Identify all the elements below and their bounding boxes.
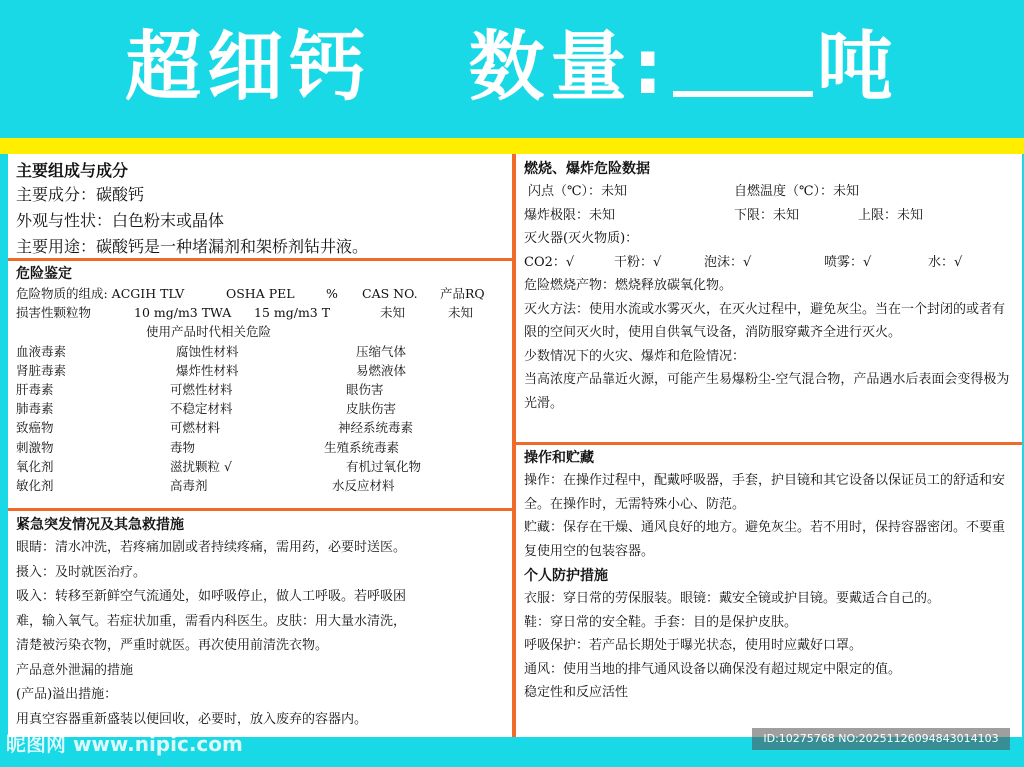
emergency-line: 清楚被污染衣物，严重时就医。再次使用前清洗衣物。 <box>16 638 329 653</box>
fire-heading: 燃烧、爆炸危险数据 <box>524 161 650 177</box>
emergency-section <box>8 514 512 732</box>
title-unit: 吨 <box>816 22 899 111</box>
hazard-cell: 10 mg/m3 TWA <box>134 305 232 321</box>
hazard-cell: 危险物质的组成: ACGIH TLV <box>16 286 185 301</box>
emergency-heading: 紧急突发情况及其急救措施 <box>16 517 184 533</box>
hazard-cell: 爆炸性材料 <box>176 362 239 378</box>
agent-powder: 干粉：√ <box>614 254 662 270</box>
protection-line: 通风：使用当地的排气通风设备以确保没有超过规定中限定的值。 <box>524 661 902 677</box>
upper-limit: 上限：未知 <box>858 207 924 223</box>
composition-line: 外观与性状：白色粉末或晶体 <box>16 211 225 230</box>
hazard-grid-row <box>16 476 504 495</box>
protection-line: 稳定性和反应活性 <box>524 685 629 700</box>
hazard-cell: OSHA PEL <box>226 286 295 301</box>
combustion-products: 危险燃烧产物：燃烧释放碳氧化物。 <box>524 278 733 293</box>
agent-co2: CO2：√ <box>524 254 575 270</box>
extinguisher-label: 灭火器(灭火物质)： <box>524 231 639 246</box>
site-watermark: 昵图网 www.nipic.com <box>6 732 243 756</box>
left-column <box>8 154 512 737</box>
emergency-line: (产品)溢出措施： <box>16 687 118 702</box>
hazard-grid-row <box>16 418 504 437</box>
hazard-cell: 压缩气体 <box>356 343 407 359</box>
hazard-cell: 氧化剂 <box>16 458 54 474</box>
storage-section <box>516 447 1022 705</box>
hazard-cell: 肝毒素 <box>16 381 54 397</box>
extinguisher-agents <box>524 251 1014 275</box>
hazard-cell: 滋扰颗粒 √ <box>170 458 232 474</box>
hazard-header-row <box>16 284 504 303</box>
lower-limit: 下限：未知 <box>734 207 800 223</box>
hazard-cell: 产品RQ <box>440 286 485 301</box>
flash-point: 闪点（℃）：未知 <box>528 184 628 199</box>
hazard-cell: 未知 <box>448 305 474 321</box>
title-quantity-label: 数量: <box>468 22 669 111</box>
hazard-grid-row <box>16 342 504 361</box>
hazard-cell: 神经系统毒素 <box>338 420 414 436</box>
hazard-grid-row <box>16 361 504 380</box>
hazard-cell: 毒物 <box>170 439 196 455</box>
hazard-section <box>8 264 512 495</box>
emergency-line: 难，输入氧气。若症状加重，需看内科医生。皮肤：用大量水清洗， <box>16 613 407 629</box>
hazard-cell: 易燃液体 <box>356 362 407 378</box>
hazard-cell: 眼伤害 <box>346 381 384 397</box>
section-divider <box>8 508 512 511</box>
emergency-line: 用真空容器重新盛装以便回收，必要时，放入废弃的容器内。 <box>16 711 368 727</box>
hazard-cell: 有机过氧化物 <box>346 458 422 474</box>
hazard-grid-row <box>16 438 504 457</box>
agent-foam: 泡沫：√ <box>704 254 752 270</box>
hazard-heading: 危险鉴定 <box>16 266 72 282</box>
hazard-cell: 15 mg/m3 T <box>254 305 331 321</box>
hazard-grid-row <box>16 457 504 476</box>
hazard-subheading: 使用产品时代相关危险 <box>146 324 272 340</box>
protection-line: 衣服：穿日常的劳保服装。眼镜：戴安全镜或护目镜。要戴适合自己的。 <box>524 591 941 606</box>
hazard-grid-row <box>16 380 504 399</box>
hazard-cell: 肺毒素 <box>16 401 54 417</box>
page-title <box>0 22 1024 112</box>
protection-line: 呼吸保护：若产品长期处于曝光状态，使用时应戴好口罩。 <box>524 638 863 653</box>
header-banner <box>0 0 1024 138</box>
hazard-cell: 可燃性材料 <box>170 381 233 397</box>
rare-hazard-detail: 当高浓度产品靠近火源，可能产生易爆粉尘-空气混合物，产品遇水后表面会变得极为光滑。 <box>524 372 1010 411</box>
hazard-cell: 敏化剂 <box>16 477 54 493</box>
section-divider <box>516 442 1022 445</box>
id-watermark: ID:10275768 NO:20251126094843014103 <box>752 728 1010 750</box>
hazard-cell: 生殖系统毒素 <box>324 439 400 455</box>
hazard-cell: 损害性颗粒物 <box>16 305 92 321</box>
fire-section <box>516 158 1022 415</box>
composition-line: 主要用途：碳酸钙是一种堵漏剂和架桥剂钻井液。 <box>16 237 369 256</box>
hazard-cell: 血液毒素 <box>16 343 67 359</box>
hazard-grid-row <box>16 399 504 418</box>
fire-row <box>524 204 1014 228</box>
safety-data-sheet <box>8 154 1022 737</box>
operation-text: 操作：在操作过程中，配戴呼吸器，手套，护目镜和其它设备以保证员工的舒适和安全。在操作时，无需特殊小心、防范。 <box>524 473 1006 512</box>
autoignition-temp: 自燃温度（℃）：未知 <box>734 184 860 199</box>
yellow-stripe <box>0 138 1024 154</box>
emergency-line: 产品意外泄漏的措施 <box>16 662 134 678</box>
rare-hazard-label: 少数情况下的火灾、爆炸和危险情况： <box>524 348 746 364</box>
firefighting-method: 灭火方法：使用水流或水雾灭火，在灭火过程中，避免灰尘。当在一个封闭的或者有限的空间灭火时，使用自供氧气设备，消防服穿戴齐全进行灭火。 <box>524 301 1006 340</box>
protection-heading: 个人防护措施 <box>524 568 608 584</box>
storage-text: 贮藏：保存在干燥、通风良好的地方。避免灰尘。若不用时，保持容器密闭。不要重复使用空的包装容器。 <box>524 520 1006 559</box>
quantity-blank <box>673 37 813 97</box>
hazard-cell: 未知 <box>380 305 406 321</box>
storage-heading: 操作和贮藏 <box>524 450 594 466</box>
hazard-cell: 高毒剂 <box>170 477 208 493</box>
emergency-line: 眼睛：清水冲洗，若疼痛加剧或者持续疼痛，需用药，必要时送医。 <box>16 540 407 555</box>
right-column <box>516 154 1022 737</box>
fire-row <box>524 180 1014 204</box>
hazard-cell: 不稳定材料 <box>170 401 233 417</box>
hazard-cell: 可燃材料 <box>170 420 221 436</box>
hazard-row <box>16 303 504 322</box>
protection-line: 鞋：穿日常的安全鞋。手套：目的是保护皮肤。 <box>524 614 798 630</box>
hazard-cell: 刺激物 <box>16 439 54 455</box>
hazard-cell: % <box>326 286 338 301</box>
section-divider <box>8 258 512 261</box>
composition-section <box>8 160 512 260</box>
emergency-line: 吸入：转移至新鲜空气流通处，如呼吸停止，做人工呼吸。若呼吸困 <box>16 589 407 604</box>
composition-line: 主要成分：碳酸钙 <box>16 185 145 204</box>
composition-heading: 主要组成与成分 <box>16 161 129 180</box>
hazard-cell: 肾脏毒素 <box>16 362 67 378</box>
hazard-cell: 致癌物 <box>16 420 54 436</box>
hazard-cell: 腐蚀性材料 <box>176 343 239 359</box>
explosion-limit: 爆炸极限：未知 <box>524 207 616 223</box>
agent-water: 水：√ <box>928 254 963 270</box>
hazard-cell: 皮肤伤害 <box>346 401 397 417</box>
hazard-cell: 水反应材料 <box>332 477 395 493</box>
hazard-row <box>16 322 504 341</box>
title-product: 超细钙 <box>125 22 372 111</box>
emergency-line: 摄入：及时就医治疗。 <box>16 564 147 580</box>
hazard-cell: CAS NO. <box>362 286 418 301</box>
agent-spray: 喷雾：√ <box>824 254 872 270</box>
